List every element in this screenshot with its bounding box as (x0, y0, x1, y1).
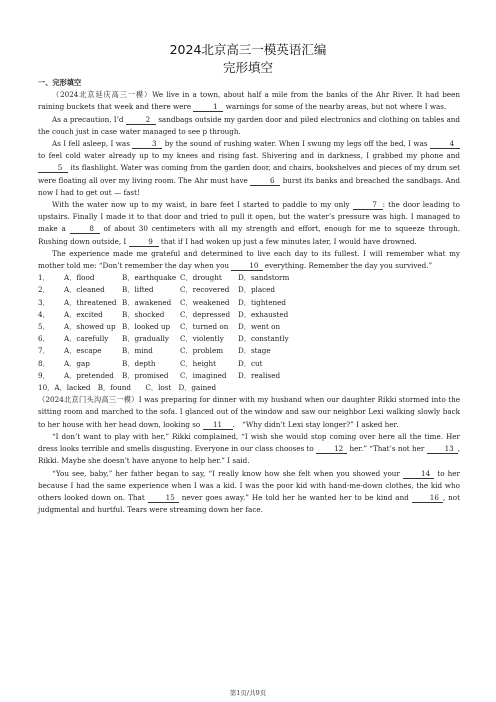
option-d: D．realised (238, 370, 281, 380)
blank-3: 3 (132, 139, 162, 149)
passage2-paragraph2 (38, 431, 460, 468)
option-c: C．drought (180, 273, 222, 283)
option-row-4 (38, 309, 338, 321)
blank-11: 11 (203, 420, 233, 430)
text: warnings for some of the nearby areas, but not where I was. (225, 102, 447, 112)
blank-1: 1 (193, 102, 223, 112)
text: to feel cold water already up to my knees and rising fast. Shivering and in darkness, I grabbed my phone and (38, 151, 460, 161)
option-c: C．problem (180, 346, 224, 356)
blank-13: 13 (427, 444, 458, 454)
option-d: D．stage (238, 346, 271, 356)
blank-9: 9 (129, 237, 159, 247)
text: everything. Remember the day you survived.” (264, 261, 433, 271)
text: by the sound of rushing water. When I swung my legs off the bed, I was (164, 139, 428, 149)
option-row-7 (38, 345, 338, 357)
option-c: C．weakened (180, 297, 230, 307)
options-list (38, 272, 338, 394)
option-row-9 (38, 370, 338, 382)
option-number: 2． (38, 285, 50, 295)
option-number: 7． (38, 346, 50, 356)
document-body (38, 77, 460, 516)
text: never goes away.” He told her he wanted her to be kind and (181, 492, 409, 502)
option-a: A．threatened (64, 297, 117, 307)
option-c: C．turned on (180, 322, 229, 332)
text: . “Why didn’t Lexi stay longer?” I asked her. (232, 419, 399, 429)
option-c: C．height (180, 358, 216, 368)
option-b: B．lifted (122, 285, 154, 295)
text: “I don’t want to play with her,” Rikki complained, “I wish she would stop coming over here all the time. Her dress looks terrible and smells disgusting. Everyone in our class chooses to (38, 431, 460, 454)
option-b: B．awakened (122, 297, 172, 307)
option-a: A．carefully (64, 334, 109, 344)
text: : the door leading to upstairs. Finally I made it to that door and tried to pull it open, but the water’s pressure was high. I managed to make a (38, 200, 460, 234)
blank-8: 8 (70, 224, 100, 234)
option-number: 8． (38, 358, 50, 368)
passage1-source: （2024北京延庆高三一模） (52, 90, 153, 100)
document-title: 2024北京高三一模英语汇编 (169, 42, 327, 57)
option-a: A．gap (64, 358, 90, 368)
section-title: 一、完形填空 (38, 78, 82, 87)
option-a: A．flood (64, 273, 95, 283)
text: We live in a town, about half a mile from the banks of the Ahr River. It had been raining buckets that week and there were (38, 90, 460, 112)
option-d: D．went on (238, 322, 281, 332)
text: As a precaution, I’d (52, 114, 124, 124)
option-a: A．pretended (64, 370, 114, 380)
text: With the water now up to my waist, in bare feet I started to paddle to my only (52, 200, 350, 210)
option-row-6 (38, 333, 338, 345)
blank-5: 5 (38, 163, 68, 173)
option-row-3 (38, 297, 338, 309)
option-a: A．showed up (64, 322, 116, 332)
blank-6: 6 (250, 176, 280, 186)
passage2-paragraph1 (38, 394, 460, 431)
option-c: C．recovered (180, 285, 230, 295)
passage1-paragraph2 (38, 114, 460, 138)
text: to her because I had the same experience when I was a kid. I was the poor kid with hand-me-down clothes, the kid who others looked down on. That (38, 468, 460, 502)
option-number: 1． (38, 273, 50, 283)
text: , not judgmental and hurtful. Tears were streaming down her face. (38, 492, 460, 515)
option-number: 4． (38, 309, 50, 319)
option-number: 5． (38, 322, 50, 332)
option-b: B．gradually (122, 334, 169, 344)
option-row-1 (38, 272, 338, 284)
text: her.” “That’s not her (349, 444, 425, 454)
option-row-10: 10．A．lacked B．found C．lost D．gained (38, 383, 217, 393)
option-b: B．mind (122, 346, 153, 356)
option-a: A．escape (64, 346, 102, 356)
option-d: D．placed (238, 285, 276, 295)
blank-7: 7 (353, 200, 383, 210)
option-number: 9． (38, 370, 50, 380)
blank-12: 12 (316, 444, 347, 454)
option-b: B．shocked (122, 309, 165, 319)
text: burst its banks and breached the sandbags. And now I had to get out — fast! (38, 175, 460, 197)
blank-10: 10 (231, 261, 262, 271)
blank-14: 14 (403, 469, 434, 479)
document-subtitle: 完形填空 (222, 60, 273, 75)
option-b: B．depth (122, 358, 156, 368)
option-d: D．sandstorm (238, 273, 290, 283)
option-row-2 (38, 284, 338, 296)
option-b: B．earthquake (122, 273, 177, 283)
option-number: 6． (38, 334, 50, 344)
page-number: 第1页/共9页 (229, 689, 267, 697)
blank-16: 16 (412, 493, 443, 503)
text: As I fell asleep, I was (52, 139, 130, 149)
option-row-8 (38, 358, 338, 370)
option-c: C．imagined (180, 370, 227, 380)
text: , Rikki. Maybe she doesn’t have anyone to help her.” I said. (38, 444, 461, 466)
passage1-paragraph3 (38, 138, 460, 199)
option-c: C．violently (180, 334, 224, 344)
blank-4: 4 (430, 139, 460, 149)
passage1-paragraph4 (38, 199, 460, 248)
text: sandbags outside my garden door and piled electronics and clothing on tables and the couch just in case water managed to see p through. (38, 114, 461, 136)
option-b: B．looked up (122, 322, 171, 332)
text: that if I had woken up just a few minutes later, I would have drowned. (160, 236, 417, 246)
blank-2: 2 (126, 115, 156, 125)
option-d: D．constantly (238, 334, 289, 344)
option-d: D．exhausted (238, 309, 289, 319)
option-b: B．promised (122, 370, 169, 380)
blank-15: 15 (148, 493, 179, 503)
option-a: A．cleaned (64, 285, 105, 295)
option-d: D．cut (238, 358, 263, 368)
text: （2024北京门头沟高三一模）I was preparing for dinner with my husband when our daughter Rikki stormed into the sitting room and marched to the sofa. I glanced out of the window and saw our neighbor Lexi walking slowly back to her house with her head down, looking so (38, 395, 460, 429)
option-row-5 (38, 321, 338, 333)
text: The experience made me grateful and determined to live each day to its fullest. I will remember what my mother told me: “Don’t remember the day when you (38, 248, 460, 271)
text: its flashlight. Water was coming from the garden door, and chairs, bookshelves and pieces of my drum set were floating all over my living room. The Ahr must have (38, 163, 460, 185)
option-number: 3． (38, 297, 50, 307)
option-c: C．depressed (180, 309, 231, 319)
passage1-paragraph1 (38, 89, 460, 113)
option-a: A．excited (64, 309, 103, 319)
passage1-paragraph5 (38, 248, 460, 272)
text: of about 30 centimeters with all my strength and effort, enough for me to squeeze through. Rushing down outside, I (38, 224, 460, 246)
option-d: D．tightened (238, 297, 286, 307)
text: “You see, baby,” her father began to say, “I really know how she felt when you showed your (52, 468, 400, 478)
passage2-paragraph3 (38, 468, 460, 517)
